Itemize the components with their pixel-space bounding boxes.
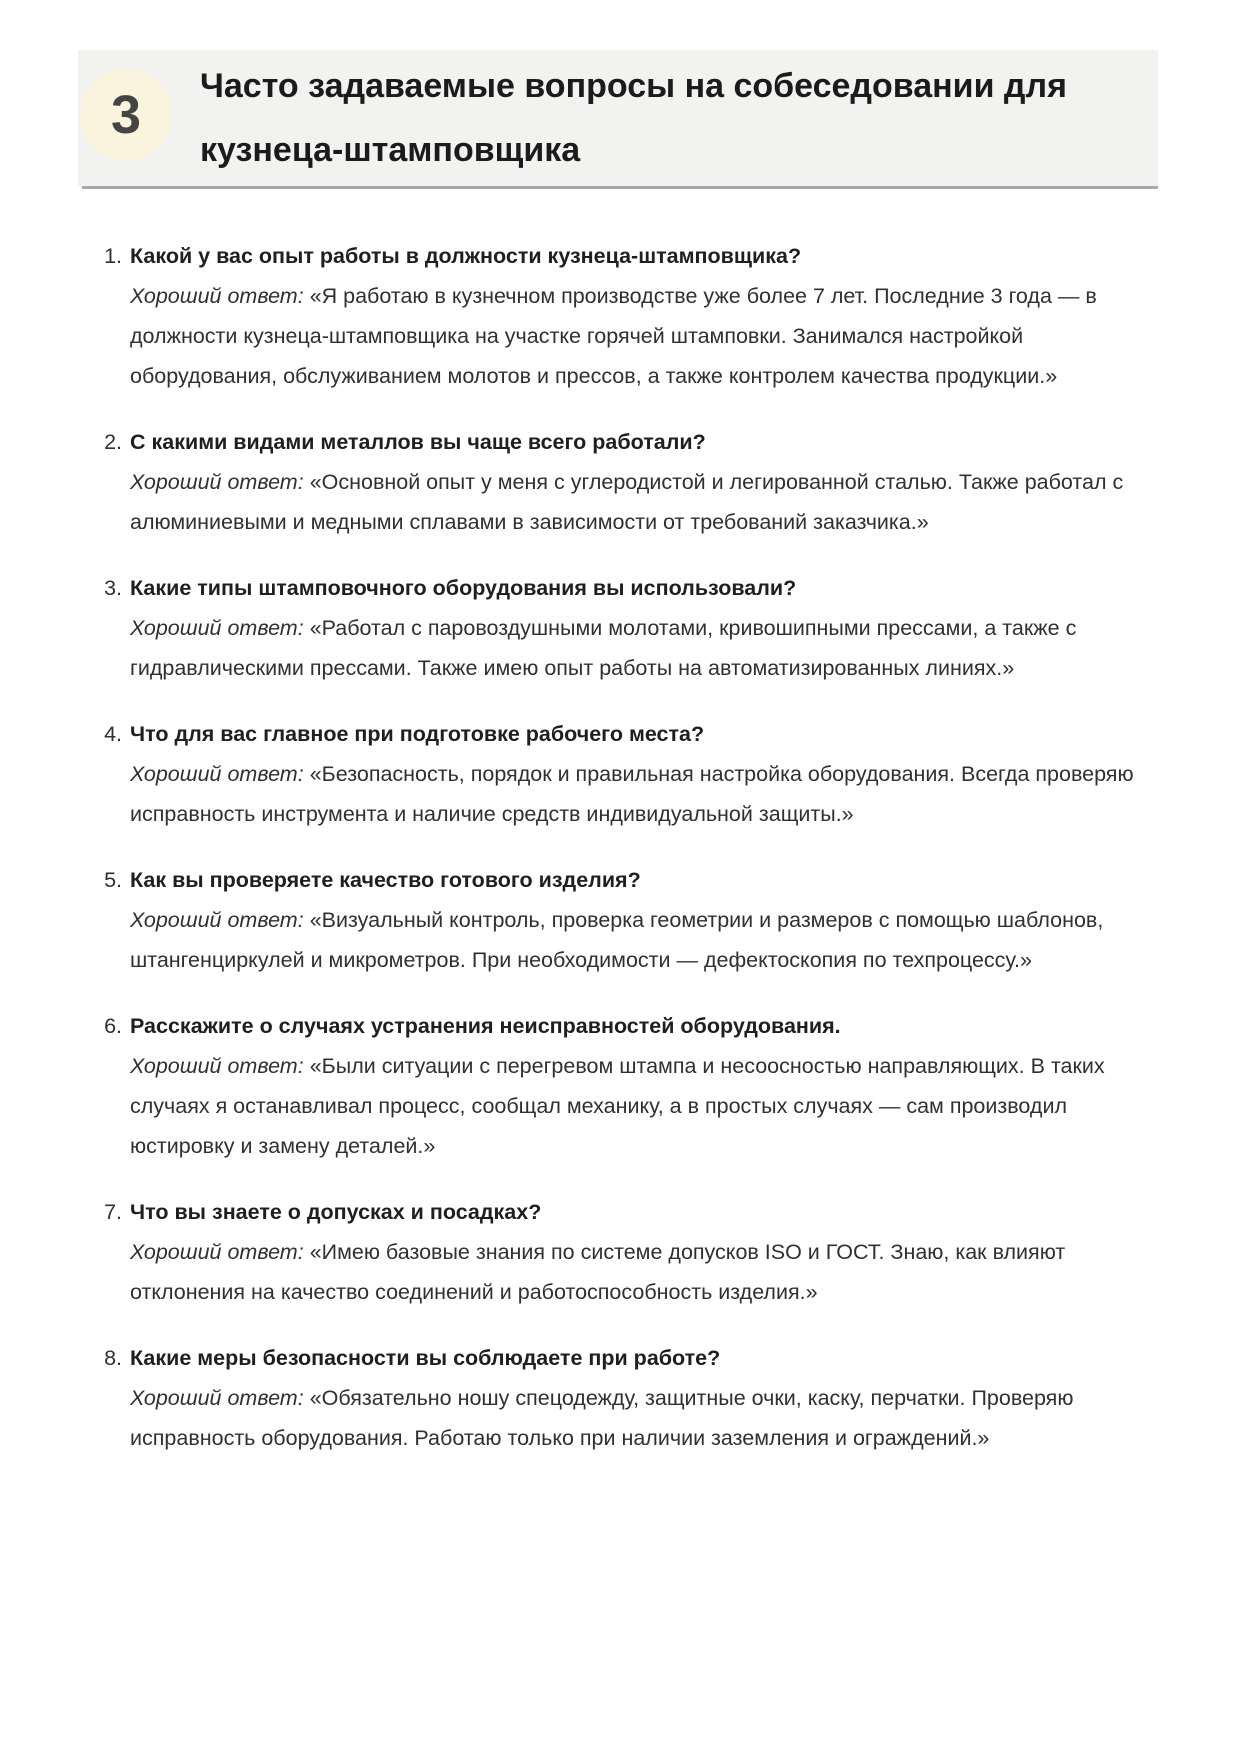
answer-paragraph (130, 1378, 1138, 1458)
question-number: 5. (104, 868, 122, 892)
answer-label: Хороший ответ: (130, 908, 304, 932)
answer-text: «Обязательно ношу спецодежду, защитные очки, каску, перчатки. Проверяю исправность оборудования. Работаю только при наличии заземления и ограждений.» (130, 1386, 1074, 1450)
question-number: 1. (104, 244, 122, 268)
question-number: 8. (104, 1346, 122, 1370)
faq-item (90, 422, 1138, 542)
question-text: Какой у вас опыт работы в должности кузнеца-штамповщика? (130, 244, 802, 268)
question-number: 7. (104, 1200, 122, 1224)
question-text: Какие меры безопасности вы соблюдаете при работе? (130, 1346, 721, 1370)
question-number: 2. (104, 430, 122, 454)
section-number: 3 (110, 85, 142, 145)
answer-paragraph (130, 900, 1138, 980)
question-number: 6. (104, 1014, 122, 1038)
answer-label: Хороший ответ: (130, 1240, 304, 1264)
page-title: Часто задаваемые вопросы на собеседовании для кузнеца-штамповщика (200, 67, 1067, 169)
answer-label: Хороший ответ: (130, 284, 304, 308)
question-text: С какими видами металлов вы чаще всего работали? (130, 430, 706, 454)
answer-paragraph (130, 1046, 1138, 1166)
answer-text: «Имею базовые знания по системе допусков ISO и ГОСТ. Знаю, как влияют отклонения на качество соединений и работоспособность изделия.» (130, 1240, 1066, 1304)
faq-list (90, 236, 1138, 1484)
answer-label: Хороший ответ: (130, 616, 304, 640)
answer-text: «Безопасность, порядок и правильная настройка оборудования. Всегда проверяю исправность инструмента и наличие средств индивидуальной защиты.» (130, 762, 1134, 826)
faq-item (90, 714, 1138, 834)
answer-label: Хороший ответ: (130, 470, 304, 494)
answer-text: «Были ситуации с перегревом штампа и несоосностью направляющих. В таких случаях я останавливал процесс, сообщал механику, а в простых случаях — сам производил юстировку и замену деталей.» (130, 1054, 1105, 1158)
answer-paragraph (130, 462, 1138, 542)
question-text: Что вы знаете о допусках и посадках? (130, 1200, 542, 1224)
answer-text: «Визуальный контроль, проверка геометрии и размеров с помощью шаблонов, штангенциркулей и микрометров. При необходимости — дефектоскопия по техпроцессу.» (130, 908, 1104, 972)
answer-label: Хороший ответ: (130, 1054, 304, 1078)
answer-label: Хороший ответ: (130, 762, 304, 786)
faq-item (90, 568, 1138, 688)
answer-text: «Я работаю в кузнечном производстве уже более 7 лет. Последние 3 года — в должности кузнеца-штамповщика на участке горячей штамповки. Занимался настройкой оборудования, обслуживанием молотов и прессов, а также контролем качества продукции.» (130, 284, 1097, 388)
question-text: Как вы проверяете качество готового изделия? (130, 868, 641, 892)
section-number-badge (80, 69, 172, 161)
question-number: 4. (104, 722, 122, 746)
faq-item (90, 860, 1138, 980)
faq-item (90, 1192, 1138, 1312)
faq-item (90, 1338, 1138, 1458)
question-number: 3. (104, 576, 122, 600)
answer-text: «Основной опыт у меня с углеродистой и легированной сталью. Также работал с алюминиевыми и медными сплавами в зависимости от требований заказчика.» (130, 470, 1124, 534)
answer-paragraph (130, 754, 1138, 834)
answer-paragraph (130, 1232, 1138, 1312)
question-text: Какие типы штамповочного оборудования вы использовали? (130, 576, 797, 600)
faq-item (90, 236, 1138, 396)
question-text: Что для вас главное при подготовке рабочего места? (130, 722, 705, 746)
question-text: Расскажите о случаях устранения неисправностей оборудования. (130, 1014, 841, 1038)
answer-paragraph (130, 608, 1138, 688)
faq-item (90, 1006, 1138, 1166)
header-divider (82, 186, 1158, 189)
answer-label: Хороший ответ: (130, 1386, 304, 1410)
answer-paragraph (130, 276, 1138, 396)
answer-text: «Работал с паровоздушными молотами, кривошипными прессами, а также с гидравлическими прессами. Также имею опыт работы на автоматизированных линиях.» (130, 616, 1077, 680)
